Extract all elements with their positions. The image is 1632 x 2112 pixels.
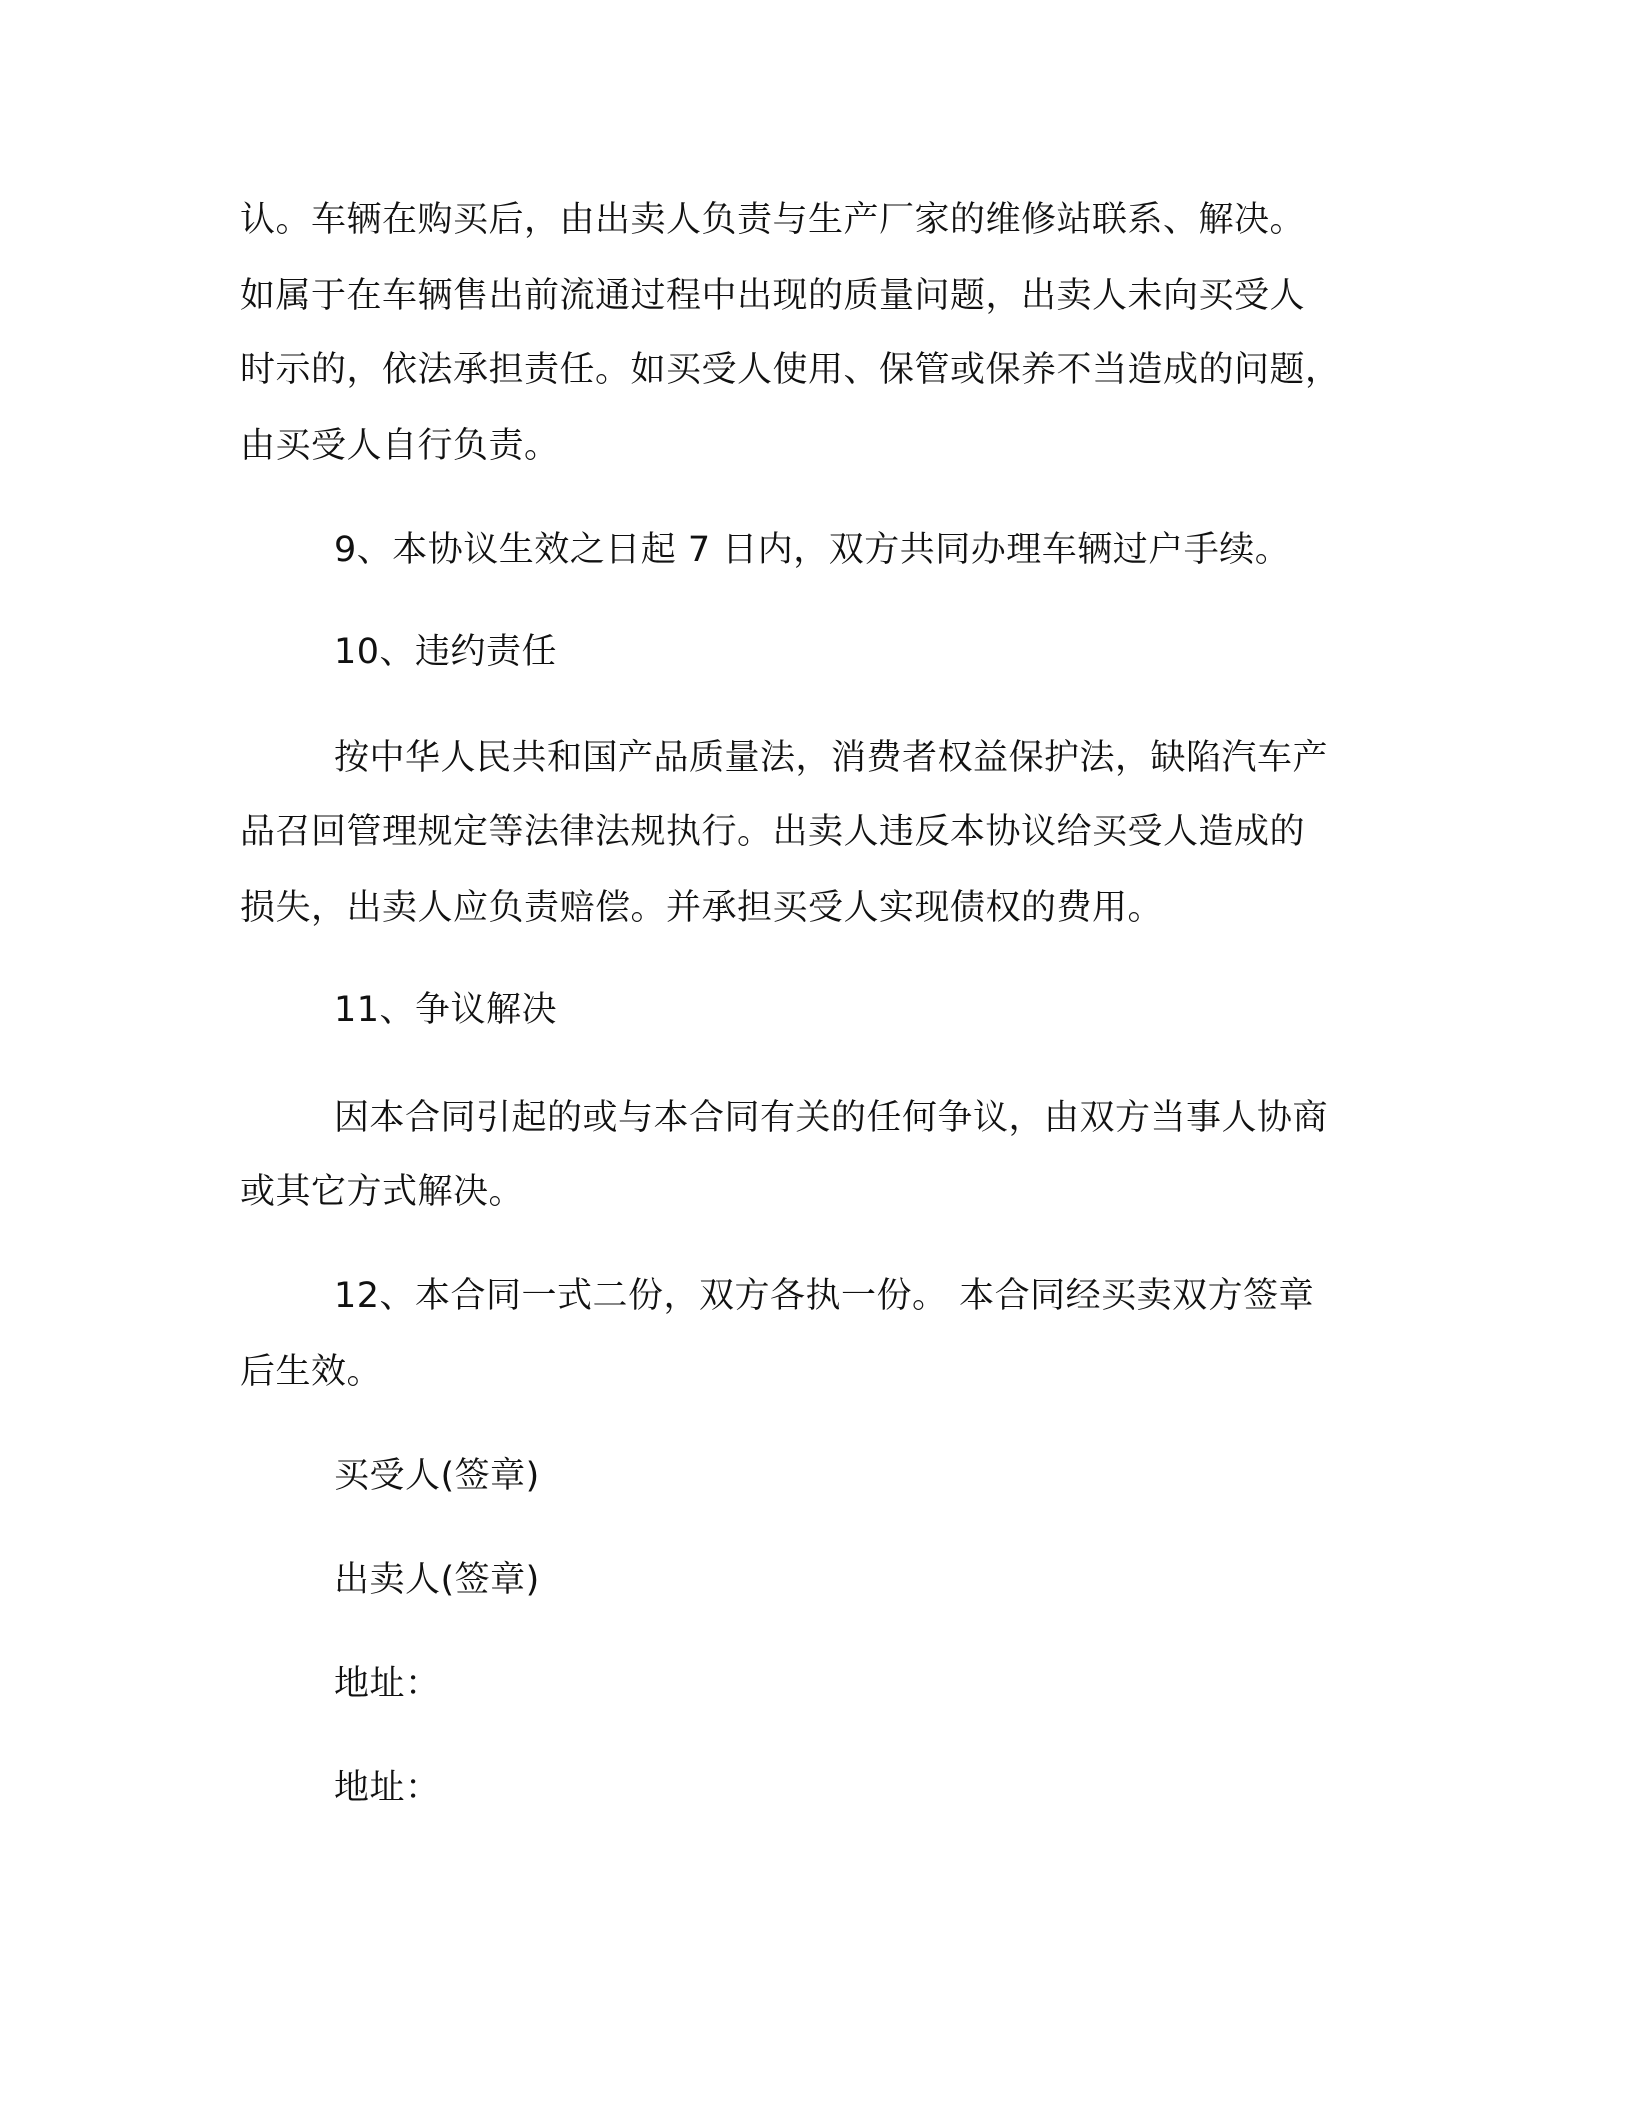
paragraph-line: 由买受人自行负责。: [240, 426, 560, 466]
paragraph-line: 如属于在车辆售出前流通过程中出现的质量问题，出卖人未向买受人: [240, 276, 1306, 316]
clause-11-body-line: 或其它方式解决。: [240, 1172, 525, 1212]
buyer-address-label: 地址：: [334, 1664, 441, 1704]
paragraph-line: 认。车辆在购买后，由出卖人负责与生产厂家的维修站联系、解决。: [240, 200, 1306, 240]
clause-10-body-line: 损失，出卖人应负责赔偿。并承担买受人实现债权的费用。: [240, 888, 1164, 928]
clause-10-body-line: 按中华人民共和国产品质量法，消费者权益保护法，缺陷汽车产: [334, 738, 1329, 778]
clause-11-body-line: 因本合同引起的或与本合同有关的任何争议，由双方当事人协商: [334, 1098, 1329, 1138]
clause-10-heading: 10、违约责任: [334, 632, 558, 672]
buyer-signature-label: 买受人(签章): [334, 1456, 540, 1496]
seller-address-label: 地址：: [334, 1768, 441, 1808]
clause-12-line: 12、本合同一式二份，双方各执一份。 本合同经买卖双方签章: [334, 1276, 1315, 1316]
clause-10-body-line: 品召回管理规定等法律法规执行。出卖人违反本协议给买受人造成的: [240, 812, 1306, 852]
clause-12-line: 后生效。: [240, 1352, 383, 1392]
clause-11-heading: 11、争议解决: [334, 990, 558, 1030]
clause-9: 9、本协议生效之日起 7 日内，双方共同办理车辆过户手续。: [334, 530, 1291, 570]
paragraph-line: 时示的，依法承担责任。如买受人使用、保管或保养不当造成的问题，: [240, 350, 1341, 390]
seller-signature-label: 出卖人(签章): [334, 1560, 540, 1600]
